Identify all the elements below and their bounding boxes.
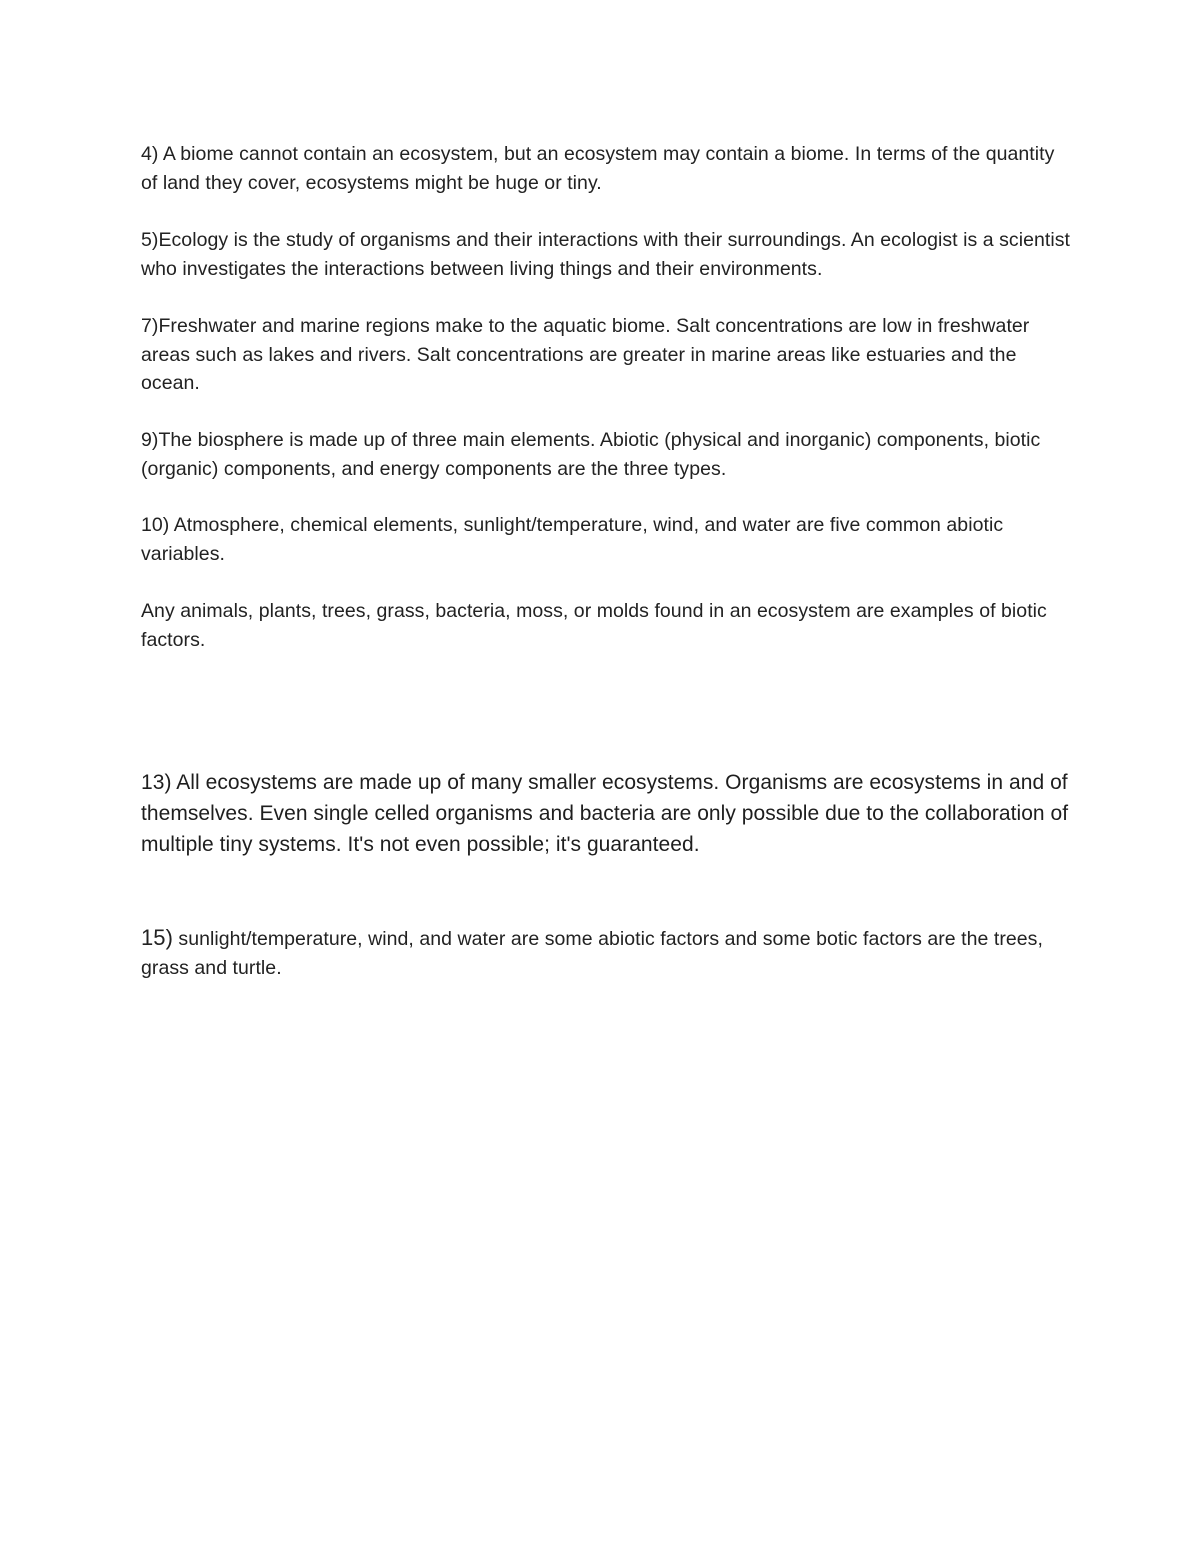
answer-9-paragraph: 9)The biosphere is made up of three main elements. Abiotic (physical and inorganic) components, biotic (organic) components, and energy components are the three types. <box>141 429 1041 480</box>
biotic-factors-paragraph: Any animals, plants, trees, grass, bacteria, moss, or molds found in an ecosystem are examples of biotic factors. <box>141 600 1047 651</box>
answer-5-paragraph: 5)Ecology is the study of organisms and their interactions with their surroundings. An ecologist is a scientist who investigates the interactions between living things and their environments. <box>141 229 1071 280</box>
answer-10-paragraph: 10) Atmosphere, chemical elements, sunlight/temperature, wind, and water are five common abiotic variables. <box>141 514 1004 565</box>
answer-13-paragraph: 13) All ecosystems are made up of many smaller ecosystems. Organisms are ecosystems in and of themselves. Even single celled organisms and bacteria are only possible due to the collaboration of multiple tiny systems. It's not even possible; it's guaranteed. <box>141 771 1069 856</box>
answer-4-paragraph: 4) A biome cannot contain an ecosystem, but an ecosystem may contain a biome. In terms of the quantity of land they cover, ecosystems might be huge or tiny. <box>141 143 1055 194</box>
answer-15-number: 15) <box>141 925 173 950</box>
answer-15-paragraph <box>141 924 1076 982</box>
answer-15-text: sunlight/temperature, wind, and water are some abiotic factors and some botic factors are the trees, grass and turtle. <box>141 928 1043 979</box>
answer-7-paragraph: 7)Freshwater and marine regions make to the aquatic biome. Salt concentrations are low in freshwater areas such as lakes and rivers. Salt concentrations are greater in marine areas like estuaries and the ocean. <box>141 315 1030 394</box>
